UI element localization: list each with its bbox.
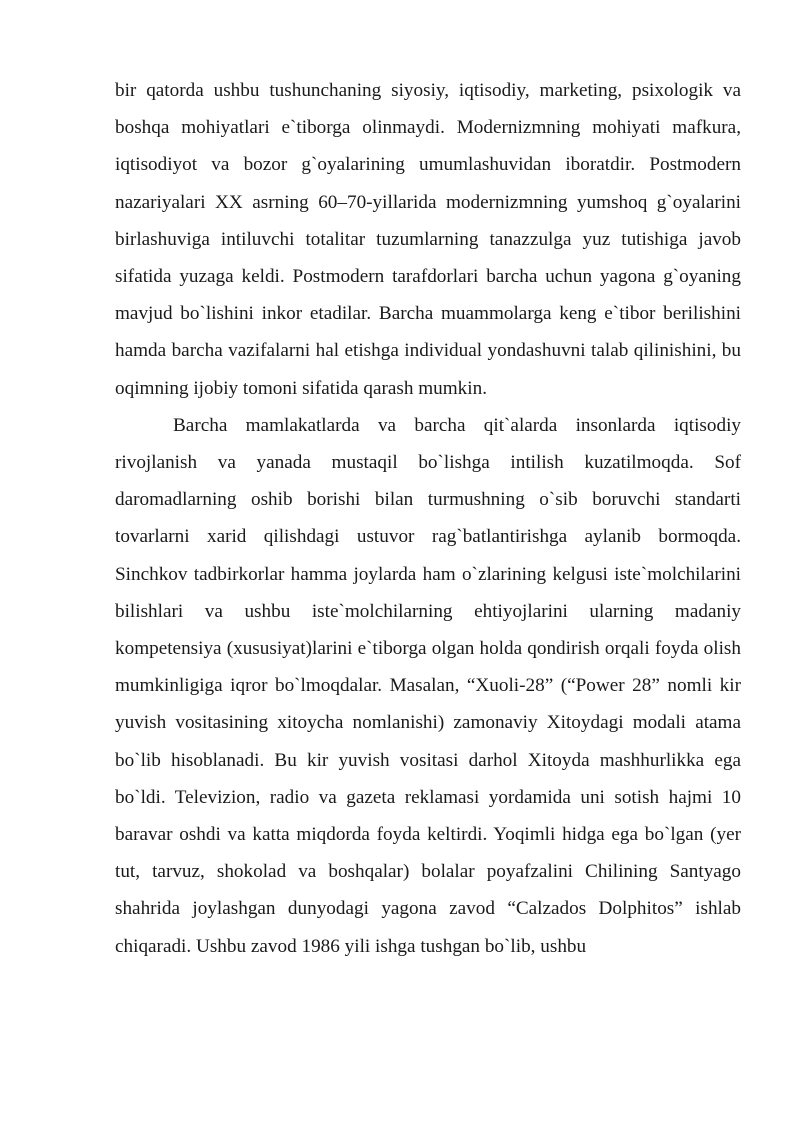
- paragraph-1: bir qatorda ushbu tushunchaning siyosiy, iqtisodiy, marketing, psixologik va boshqa mohiyatlari e`tiborga olinmaydi. Modernizmning mohiyati mafkura, iqtisodiyot va bozor g`oyalarining umumlashuvidan iboratdir. Postmodern nazariyalari XX asrning 60–70-yillarida modernizmning yumshoq g`oyalarini birlashuviga intiluvchi totalitar tuzumlarning tanazzulga yuz tutishiga javob sifatida yuzaga keldi. Postmodern tarafdorlari barcha uchun yagona g`oyaning mavjud bo`lishini inkor etadilar. Barcha muammolarga keng e`tibor berilishini hamda barcha vazifalarni hal etishga individual yondashuvni talab qilinishini, bu oqimning ijobiy tomoni sifatida qarash mumkin.: [115, 80, 741, 399]
- paragraph-2: Barcha mamlakatlarda va barcha qit`alarda insonlarda iqtisodiy rivojlanish va yanada mustaqil bo`lishga intilish kuzatilmoqda. Sof daromadlarning oshib borishi bilan turmushning o`sib boruvchi standarti tovarlarni xarid qilishdagi ustuvor rag`batlantirishga aylanib bormoqda. Sinchkov tadbirkorlar hamma joylarda ham o`zlarining kelgusi iste`molchilarini bilishlari va ushbu iste`molchilarning ehtiyojlarini ularning madaniy kompetensiya (xususiyat)larini e`tiborga olgan holda qondirish orqali foyda olish mumkinligiga iqror bo`lmoqdalar. Masalan, “Xuoli-28” (“Power 28” nomli kir yuvish vositasining xitoycha nomlanishi) zamonaviy Xitoydagi modali atama bo`lib hisoblanadi. Bu kir yuvish vositasi darhol Xitoyda mashhurlikka ega bo`ldi. Televizion, radio va gazeta reklamasi yordamida uni sotish hajmi 10 baravar oshdi va katta miqdorda foyda keltirdi. Yoqimli hidga ega bo`lgan (yer tut, tarvuz, shokolad va boshqalar) bolalar poyafzalini Chilining Santyago shahrida joylashgan dunyodagi yagona zavod “Calzados Dolphitos” ishlab chiqaradi. Ushbu zavod 1986 yili ishga tushgan bo`lib, ushbu: [115, 414, 741, 957]
- document-page: [115, 72, 741, 965]
